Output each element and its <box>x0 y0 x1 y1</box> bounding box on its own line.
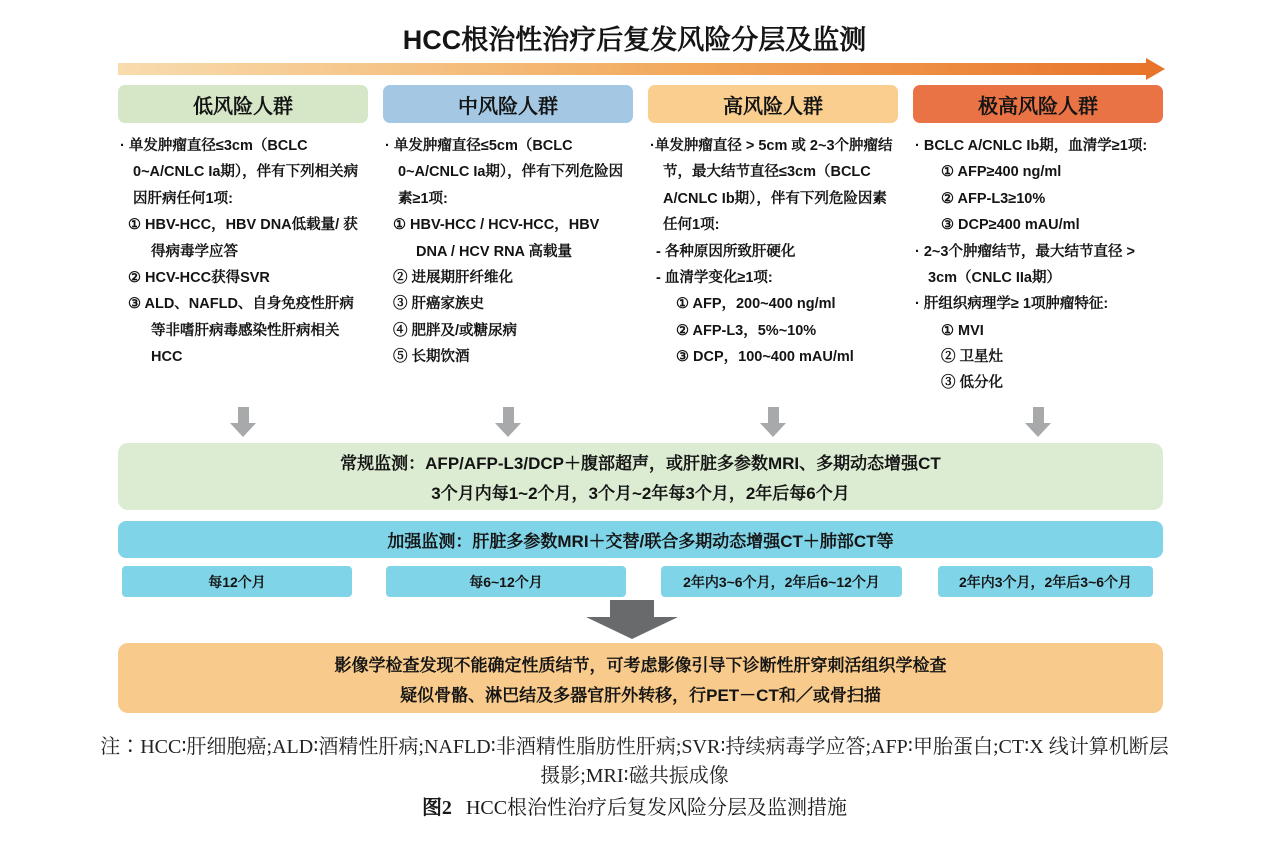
column-body <box>383 123 633 370</box>
routine-monitoring-line2: 3个月内每1~2个月，3个月~2年每3个月，2年后每6个月 <box>431 484 850 503</box>
down-arrow-icon <box>230 407 256 437</box>
down-arrow-icon <box>1025 407 1051 437</box>
column-body <box>118 123 368 370</box>
criteria-item: · 肝组织病理学≥ 1项肿瘤特征: <box>915 296 1109 313</box>
column-header: 中风险人群 <box>383 85 633 123</box>
interval-box-high: 2年内3~6个月，2年后6~12个月 <box>661 566 902 597</box>
down-arrow-icon <box>760 407 786 437</box>
column-header: 低风险人群 <box>118 85 368 123</box>
risk-column-3 <box>648 85 898 437</box>
criteria-item: - 各种原因所致肝硬化 <box>656 243 796 260</box>
criteria-item: ① HBV-HCC，HBV DNA低载量/ 获得病毒学应答 <box>128 217 358 260</box>
criteria-item: ③ DCP，100~400 mAU/ml <box>676 349 854 365</box>
columns-row <box>118 85 1163 437</box>
criteria-item: ③ 低分化 <box>941 375 1004 392</box>
risk-column-2 <box>383 85 633 437</box>
column-header: 高风险人群 <box>648 85 898 123</box>
criteria-item: · BCLC A/CNLC Ib期，血清学≥1项: <box>915 138 1148 154</box>
footnote <box>0 733 1269 791</box>
interval-box-low: 每12个月 <box>122 566 352 597</box>
criteria-item: ⑤ 长期饮酒 <box>393 349 470 365</box>
criteria-item: ① MVI <box>941 322 984 339</box>
criteria-item: ② 进展期肝纤维化 <box>393 269 514 286</box>
criteria-item: ① AFP≥400 ng/ml <box>941 164 1062 181</box>
criteria-item: ④ 肥胖及/或糖尿病 <box>393 322 518 339</box>
biopsy-line2: 疑似骨骼、淋巴结及多器官肝外转移，行PET－CT和／或骨扫描 <box>400 685 881 705</box>
arrow-head <box>586 617 678 639</box>
routine-monitoring-band <box>118 443 1163 510</box>
risk-column-1 <box>118 85 368 437</box>
criteria-item: · 单发肿瘤直径≤3cm（BCLC 0~A/CNLC Ia期），伴有下列相关病因肝病任何1项: <box>120 138 359 207</box>
big-down-arrow-icon <box>586 600 678 639</box>
interval-box-very-high: 2年内3个月，2年后3~6个月 <box>938 566 1153 597</box>
arrow-shaft <box>610 600 654 617</box>
enhanced-monitoring-band <box>118 521 1163 558</box>
interval-box-medium: 每6~12个月 <box>386 566 626 597</box>
figure-caption <box>0 791 1269 820</box>
figure-caption-label: 图2 <box>421 797 452 819</box>
column-body <box>913 123 1163 397</box>
criteria-item: ② AFP-L3，5%~10% <box>676 322 817 339</box>
interval-row <box>118 566 1163 597</box>
criteria-item: · 单发肿瘤直径≤5cm（BCLC 0~A/CNLC Ia期），伴有下列危险因素≥1项: <box>385 138 624 207</box>
criteria-item: ② AFP-L3≥10% <box>941 190 1046 207</box>
criteria-item: · 2~3个肿瘤结节，最大结节直径 > 3cm（CNLC IIa期） <box>915 243 1135 286</box>
risk-column-4 <box>913 85 1163 437</box>
arrow-head-icon <box>1146 58 1165 80</box>
footnote-line1: 注∶HCC∶肝细胞癌;ALD∶酒精性肝病;NAFLD∶非酒精性脂肪性肝病;SVR∶持续病毒学应答;AFP∶甲胎蛋白;CT∶X 线计算机断层 <box>100 736 1169 758</box>
footnote-line2: 摄影;MRI∶磁共振成像 <box>540 765 729 787</box>
criteria-item: ② HCV-HCC获得SVR <box>128 269 270 286</box>
biopsy-line1: 影像学检查发现不能确定性质结节，可考虑影像引导下诊断性肝穿刺活组织学检查 <box>334 655 947 675</box>
criteria-item: ② 卫星灶 <box>941 349 1004 365</box>
down-arrow-icon <box>495 407 521 437</box>
enhanced-monitoring-text: 加强监测：肝脏多参数MRI＋交替/联合多期动态增强CT＋肺部CT等 <box>387 532 894 551</box>
figure-title: HCC根治性治疗后复发风险分层及监测 <box>402 25 867 55</box>
criteria-item: ③ 肝癌家族史 <box>393 296 485 313</box>
criteria-item: ① HBV-HCC / HCV-HCC，HBV DNA / HCV RNA 高载量 <box>393 217 600 260</box>
risk-gradient-arrow-icon <box>118 63 1146 75</box>
column-header: 极高风险人群 <box>913 85 1163 123</box>
criteria-item: ③ DCP≥400 mAU/ml <box>941 217 1080 234</box>
criteria-item: - 血清学变化≥1项: <box>656 269 773 286</box>
criteria-item: ① AFP，200~400 ng/ml <box>676 296 836 313</box>
column-body <box>648 123 898 370</box>
criteria-item: ③ ALD、NAFLD、自身免疫性肝病等非嗜肝病毒感染性肝病相关HCC <box>128 296 354 365</box>
routine-monitoring-line1: 常规监测：AFP/AFP-L3/DCP＋腹部超声，或肝脏多参数MRI、多期动态增强CT <box>340 454 941 473</box>
figure-caption-text: HCC根治性治疗后复发风险分层及监测措施 <box>465 797 848 819</box>
biopsy-recommendation-band <box>118 643 1163 713</box>
criteria-item: ·单发肿瘤直径 > 5cm 或 2~3个肿瘤结节，最大结节直径≤3cm（BCLC A/CNLC Ib期），伴有下列危险因素任何1项: <box>650 138 893 234</box>
